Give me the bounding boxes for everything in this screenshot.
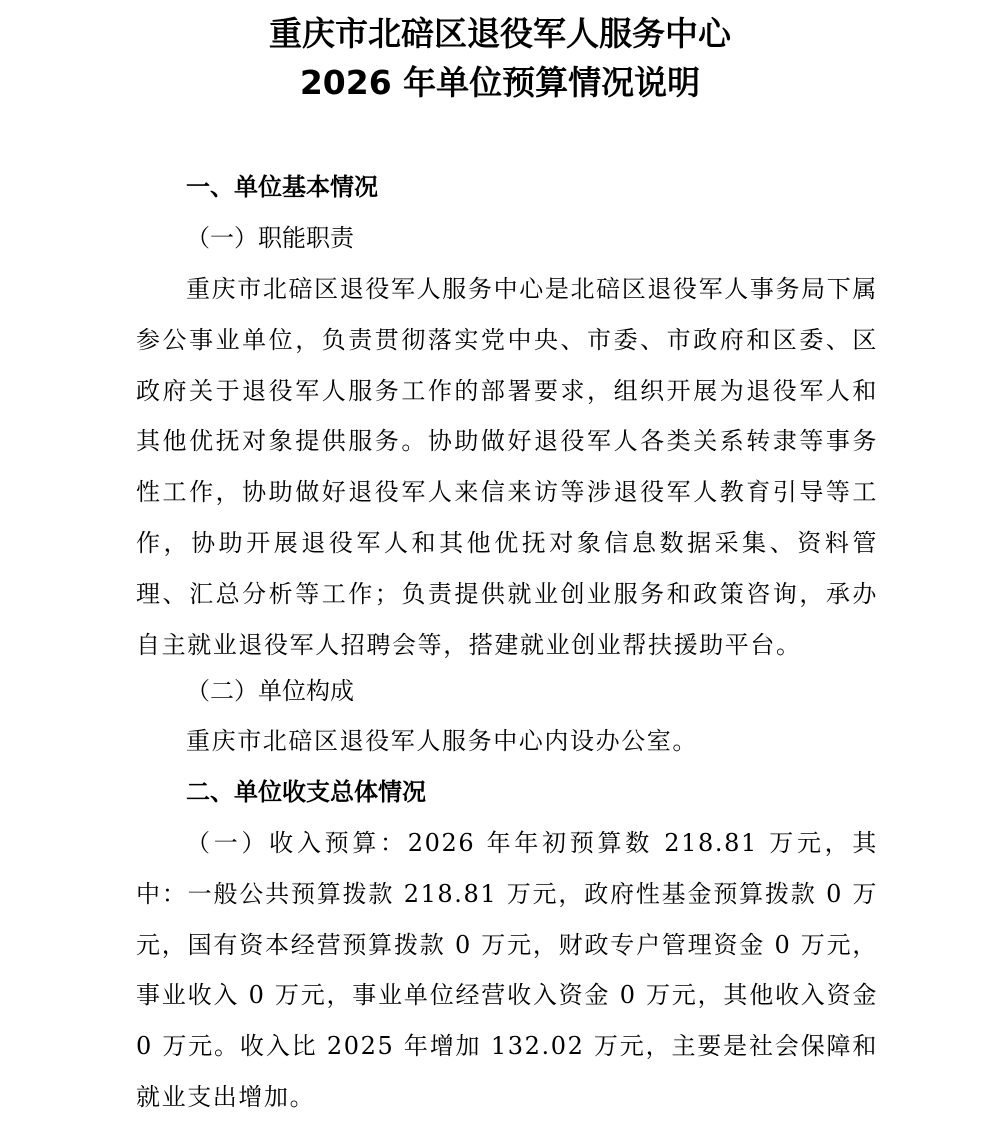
section-1-2-heading: （二）单位构成 — [186, 677, 354, 705]
section-1-1-heading: （一）职能职责 — [186, 224, 354, 252]
section-1-heading: 一、单位基本情况 — [186, 173, 378, 201]
document-title-line-2: 2026 年单位预算情况说明 — [299, 63, 701, 102]
section-2-1-paragraph: （一）收入预算：2026 年年初预算数 218.81 万元，其中：一般公共预算拨款 218.81 万元，政府性基金预算拨款 0 万元，国有资本经营预算拨款 0 万元，财政专户管理资金 0 万元，事业收入 0 万元，事业单位经营收入资金 0 万元，其他收入资金 0 万元。收入比 2025 年增加 132.02 万元，主要是社会保障和就业支出增加。 — [136, 829, 878, 1111]
document-title-line-1: 重庆市北碚区退役军人服务中心 — [269, 14, 731, 53]
section-1-1-paragraph: 重庆市北碚区退役军人服务中心是北碚区退役军人事务局下属参公事业单位，负责贯彻落实党中央、市委、市政府和区委、区政府关于退役军人服务工作的部署要求，组织开展为退役军人和其他优抚对象提供服务。协助做好退役军人各类关系转隶等事务性工作，协助做好退役军人来信来访等涉退役军人教育引导等工作，协助开展退役军人和其他优抚对象信息数据采集、资料管理、汇总分析等工作；负责提供就业创业服务和政策咨询，承办自主就业退役军人招聘会等，搭建就业创业帮扶援助平台。 — [136, 275, 878, 659]
section-1-2-paragraph: 重庆市北碚区退役军人服务中心内设办公室。 — [186, 727, 698, 755]
section-2-heading: 二、单位收支总体情况 — [186, 778, 426, 806]
